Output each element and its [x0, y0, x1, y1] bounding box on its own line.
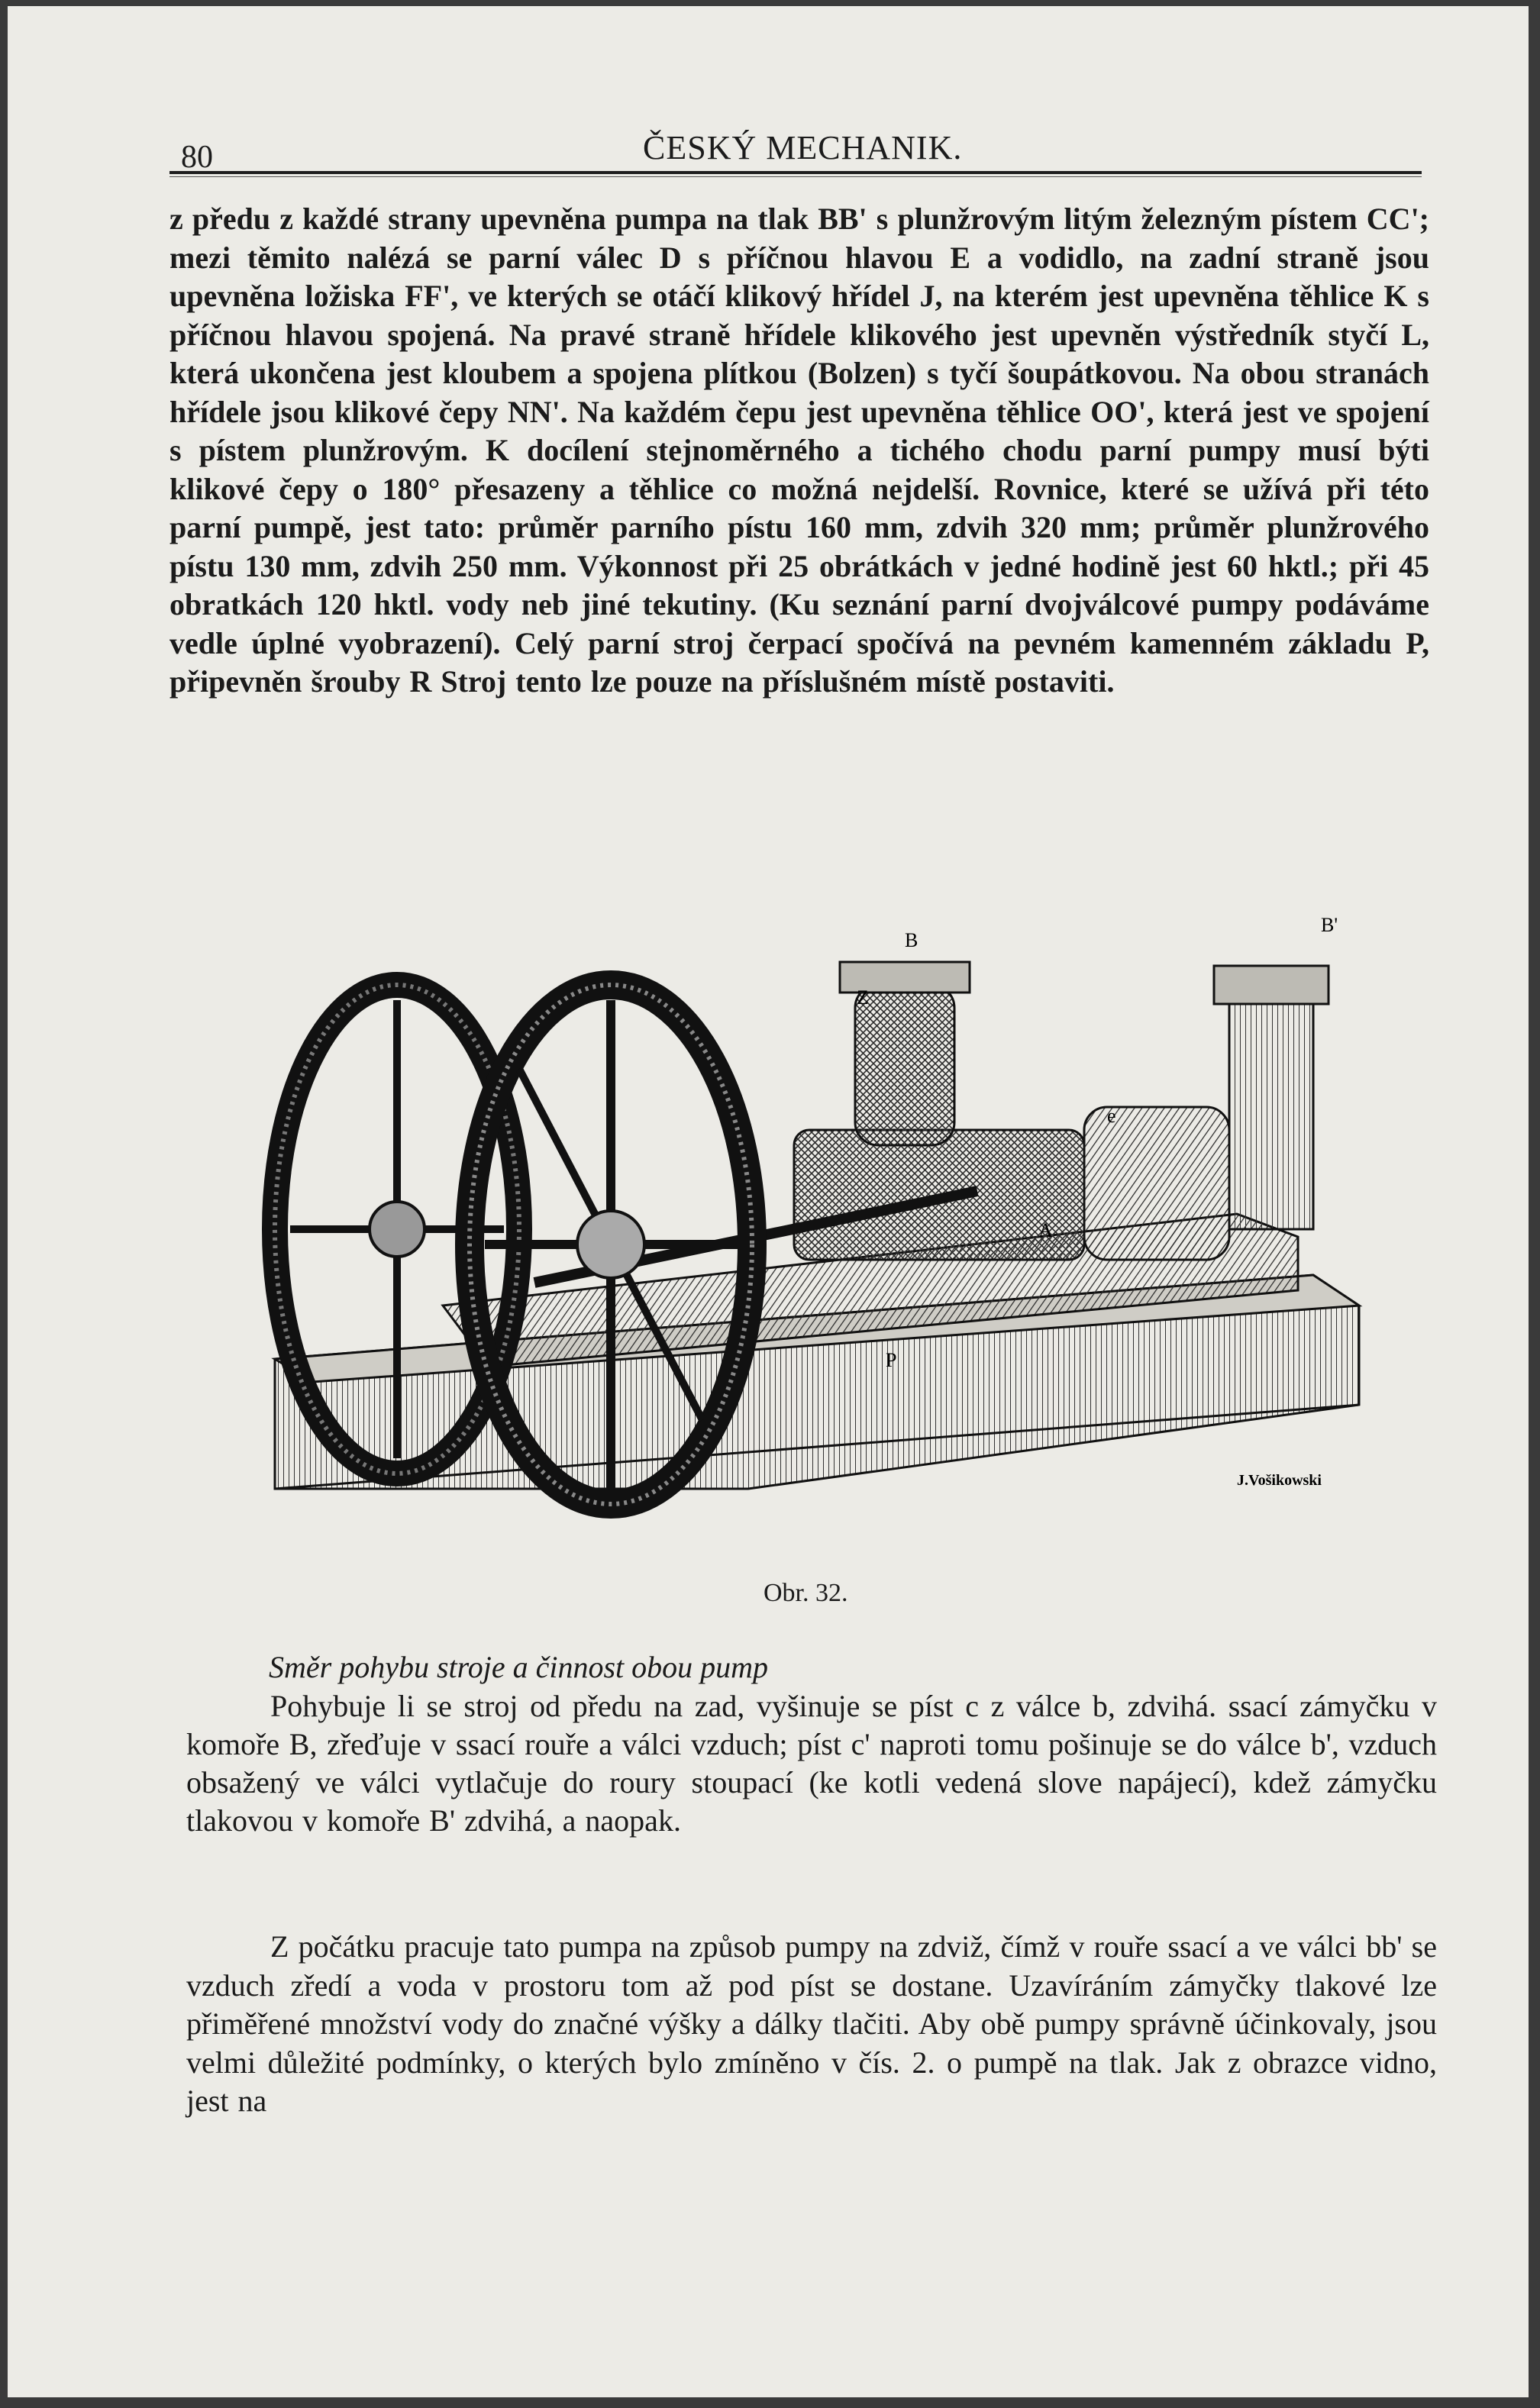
label-b: B — [905, 929, 919, 951]
header-rule — [169, 171, 1422, 177]
steam-pump-engraving — [214, 878, 1390, 1542]
paragraph-3: Z počátku pracuje tato pumpa na způsob pumpy na zdviž, čímž v rouře ssací a ve válci bb' se vzduch zředí a voda v prostoru tom až pod píst se dostane. Uzavíráním zámyčky tlakové lze přiměřené množství vody do značné výšky a dálky tlačiti. Aby obě pumpy správně účinkovaly, jsou velmi důležité podmínky, o kterých bylo zmíněno v čís. 2. o pumpě na tlak. Jak z obrazce vidno, jest na — [186, 1929, 1437, 2118]
page-number: 80 — [181, 140, 213, 175]
section-heading: Směr pohybu stroje a činnost obou pump — [269, 1650, 769, 1684]
label-e: e — [1107, 1105, 1116, 1127]
label-p: P — [886, 1349, 897, 1371]
running-title: ČESKÝ MECHANIK. — [643, 129, 963, 166]
label-b-prime: B' — [1321, 914, 1338, 936]
paragraph-2: Pohybuje li se stroj od předu na zad, vyšinuje se píst c z válce b, zdvihá. ssací zámyčku v komoře B, zřeďuje v ssací rouře a válci vzduch; píst c' naproti tomu pošinuje se do válce b', vzduch obsažený ve válci vytlačuje do roury stoupací (ke kotli vedená slove napájecí), kdež zámyčku tlakovou v komoře B' zdvihá, a naopak. — [186, 1689, 1437, 1838]
engraver-signature: J.Vošikowski — [1237, 1472, 1322, 1489]
page-header — [177, 128, 1429, 174]
front-flywheel — [470, 985, 752, 1504]
figure-caption: Obr. 32. — [764, 1579, 848, 1607]
label-a: A — [1038, 1219, 1053, 1241]
paragraph-1: z předu z každé strany upevněna pumpa na tlak BB' s plunžrovým litým železným pístem CC'; mezi těmito nalézá se parní válec D s příčnou hlavou E a vodidlo, na zadní straně jsou upevněna ložiska FF', ve kterých se otáčí klikový hřídel J, na kterém jest upevněna těhlice K s příčnou hlavou spojená. Na pravé straně hřídele klikového jest upevněn výstředník styčí L, která ukončena jest kloubem a spojena plítkou (Bolzen) s tyčí šoupátkovou. Na obou stranách hřídele jsou klikové čepy NN'. Na každém čepu jest upevněna těhlice OO', která jest ve spojení s pístem plunžrovým. K docílení stejnoměrného a tichého chodu parní pumpy musí býti klikové čepy o 180° přesazeny a těhlice co možná nejdelší. Rovnice, které se užívá při této parní pumpě, jest tato: průměr parního pístu 160 mm, zdvih 320 mm; průměr plunžrového pístu 130 mm, zdvih 250 mm. Výkonnost při 25 obrátkách v jedné hodině jest 60 hktl.; při 45 obratkách 120 hktl. vody neb jiné tekutiny. (Ku seznání parní dvojválcové pumpy podáváme vedle úplné vyobrazení). Celý parní stroj čerpací spočívá na pevném kamenném základu P, připevněn šrouby R Stroj tento lze pouze na příslušném místě postaviti. — [169, 202, 1429, 699]
label-z: Z — [857, 986, 869, 1009]
